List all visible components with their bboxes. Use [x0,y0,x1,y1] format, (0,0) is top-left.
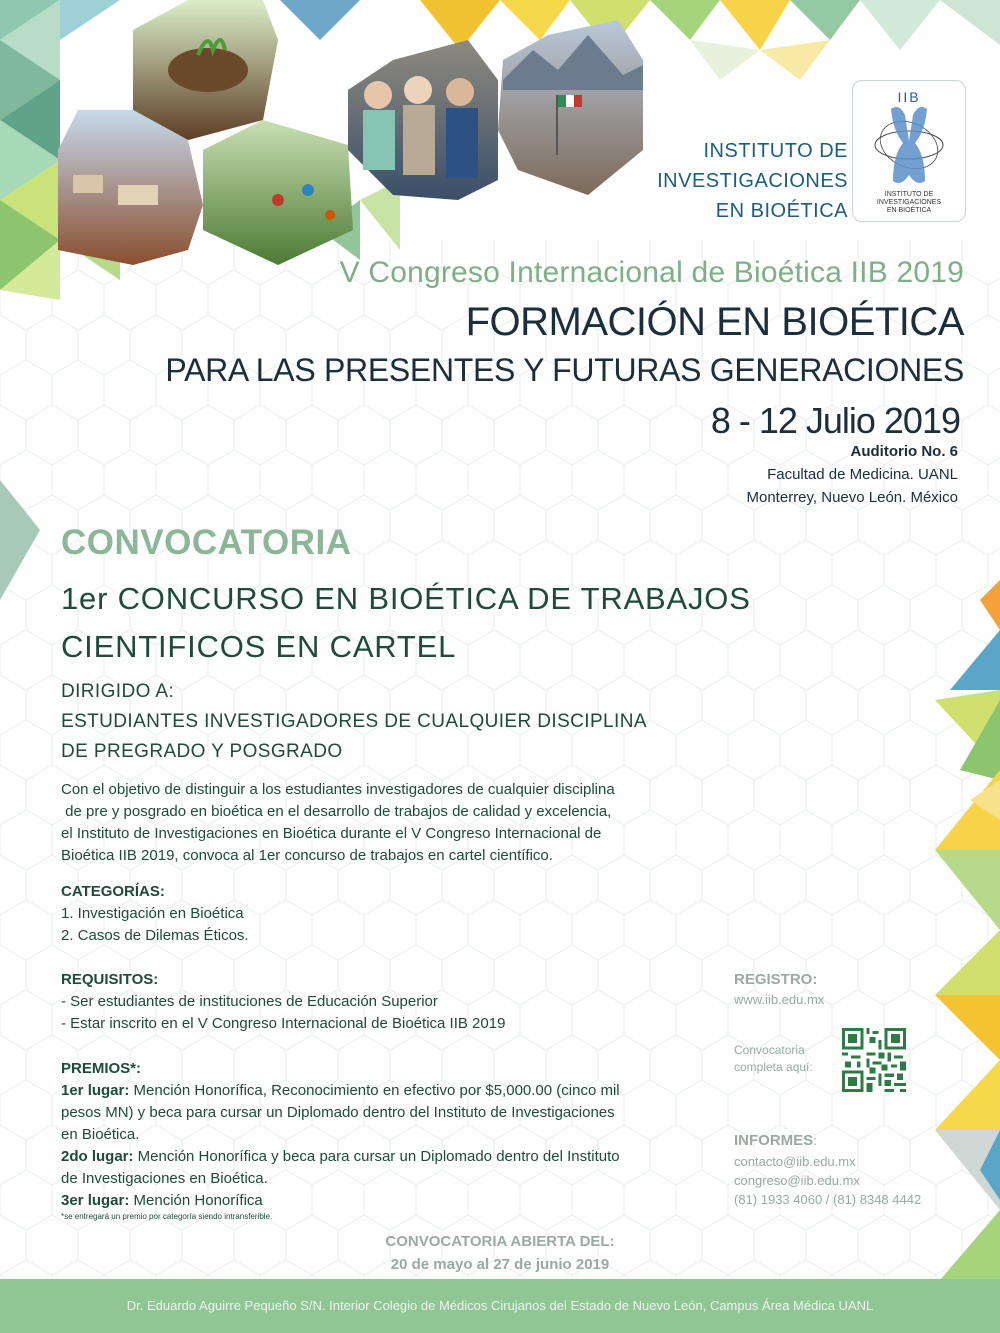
prizes-heading: PREMIOS*: [61,1060,142,1077]
target-audience [61,677,647,767]
event-dates: 8 - 12 Julio 2019 [710,400,960,441]
target-audience-line1: ESTUDIANTES INVESTIGADORES DE CUALQUIER DISCIPLINA [61,711,647,732]
prize-first [61,1080,681,1102]
category-item: 2. Casos de Dilemas Éticos. [61,927,249,944]
target-audience-line2: DE PREGRADO Y POSGRADO [61,741,343,762]
prize-first-label: 1er lugar: [61,1082,130,1099]
qr-caption [734,1042,813,1076]
logo-caption-line2: INVESTIGACIONES [876,199,942,206]
call-heading: CONVOCATORIA [61,523,352,562]
categories-heading: CATEGORÍAS: [61,883,165,900]
event-subtitle: PARA LAS PRESENTES Y FUTURAS GENERACIONES [165,352,964,388]
categories-section [61,883,249,947]
requirements-heading: REQUISITOS: [61,971,159,988]
logo-caption-line3: EN BIOÉTICA [886,207,932,214]
contact-heading [734,1131,921,1150]
intro-line: Bioética IIB 2019, convoca al 1er concurso de trabajos en cartel científico. [61,847,553,864]
category-item: 1. Investigación en Bioética [61,905,244,922]
prize-first-cont: pesos MN) y beca para cursar un Diplomado dentro del Instituto de Investigaciones [61,1104,615,1121]
event-title: FORMACIÓN EN BIOÉTICA [465,300,964,344]
registration-block [734,971,824,1009]
footer-address: Dr. Eduardo Aguirre Pequeño S/N. Interior Colegio de Médicos Cirujanos del Estado de Nuevo León, Campus Área Médica UANL [126,1298,874,1313]
chromosome-icon [869,103,949,187]
institute-name [657,136,848,226]
prizes-note: *se entregará un premio por categoría siendo intransferible. [61,1212,273,1221]
prize-second-label: 2do lugar: [61,1148,134,1165]
requirement-item: - Ser estudiantes de instituciones de Educación Superior [61,993,438,1010]
call-window-range: 20 de mayo al 27 de junio 2019 [390,1256,610,1273]
qr-code-icon[interactable] [842,1028,906,1092]
requirements-section [61,971,505,1035]
institute-name-line3: EN BIOÉTICA [715,200,848,222]
prize-third-label: 3er lugar: [61,1192,130,1209]
contest-title-line2: CIENTIFICOS EN CARTEL [61,629,457,664]
logo-caption [853,191,965,215]
call-window-heading: CONVOCATORIA ABIERTA DEL: [385,1233,615,1250]
intro-line: el Instituto de Investigaciones en Bioética durante el V Congreso Internacional de [61,825,602,842]
intro-paragraph [61,779,671,867]
venue-city: Monterrey, Nuevo León. México [746,489,958,506]
prize-second-text: Mención Honorífica y beca para cursar un Diplomado dentro del Instituto [133,1148,620,1165]
footer-bar [0,1279,1000,1333]
contact-block [734,1131,921,1209]
intro-line: Con el objetivo de distinguir a los estudiantes investigadores de cualquier disciplina [61,781,615,798]
requirement-item: - Estar inscrito en el V Congreso Internacional de Bioética IIB 2019 [61,1015,506,1032]
contact-label: INFORMES [734,1132,814,1149]
qr-caption-line2: completa aquí: [734,1060,813,1074]
institute-name-line1: INSTITUTO DE [703,140,848,162]
registration-label: REGISTRO: [734,971,818,988]
congress-email-link[interactable]: congreso@iib.edu.mx [734,1173,860,1188]
hexagon-photo-collage [58,0,708,270]
congress-name: V Congreso Internacional de Bioética IIB 2019 [339,256,964,289]
prize-second [61,1146,681,1168]
prize-third [61,1190,681,1212]
contact-email-link[interactable]: contacto@iib.edu.mx [734,1154,856,1169]
prize-second-cont: de Investigaciones en Bioética. [61,1170,268,1187]
target-audience-label: DIRIGIDO A: [61,681,175,702]
venue-faculty: Facultad de Medicina. UANL [767,466,958,483]
qr-caption-line1: Convocatoria [734,1043,805,1057]
prize-third-text: Mención Honorífica [129,1192,263,1209]
contest-title [61,575,751,671]
contact-phones: (81) 1933 4060 / (81) 8348 4442 [734,1192,922,1207]
institute-logo [852,80,966,222]
registration-link[interactable]: www.iib.edu.mx [734,992,825,1007]
contest-title-line1: 1er CONCURSO EN BIOÉTICA DE TRABAJOS [61,581,751,616]
contact-label-colon: : [813,1133,817,1148]
prize-first-text: Mención Honorífica, Reconocimiento en efectivo por $5,000.00 (cinco mil [129,1082,620,1099]
venue-room: Auditorio No. 6 [850,443,958,460]
logo-caption-line1: INSTITUTO DE [884,191,934,198]
logo-abbreviation: IIB [897,89,921,105]
intro-line: de pre y posgrado en bioética en el desarrollo de trabajos de calidad y excelencia, [61,803,612,820]
prize-first-cont: en Bioética. [61,1126,140,1143]
prizes-section [61,1060,681,1221]
institute-name-line2: INVESTIGACIONES [657,170,848,192]
